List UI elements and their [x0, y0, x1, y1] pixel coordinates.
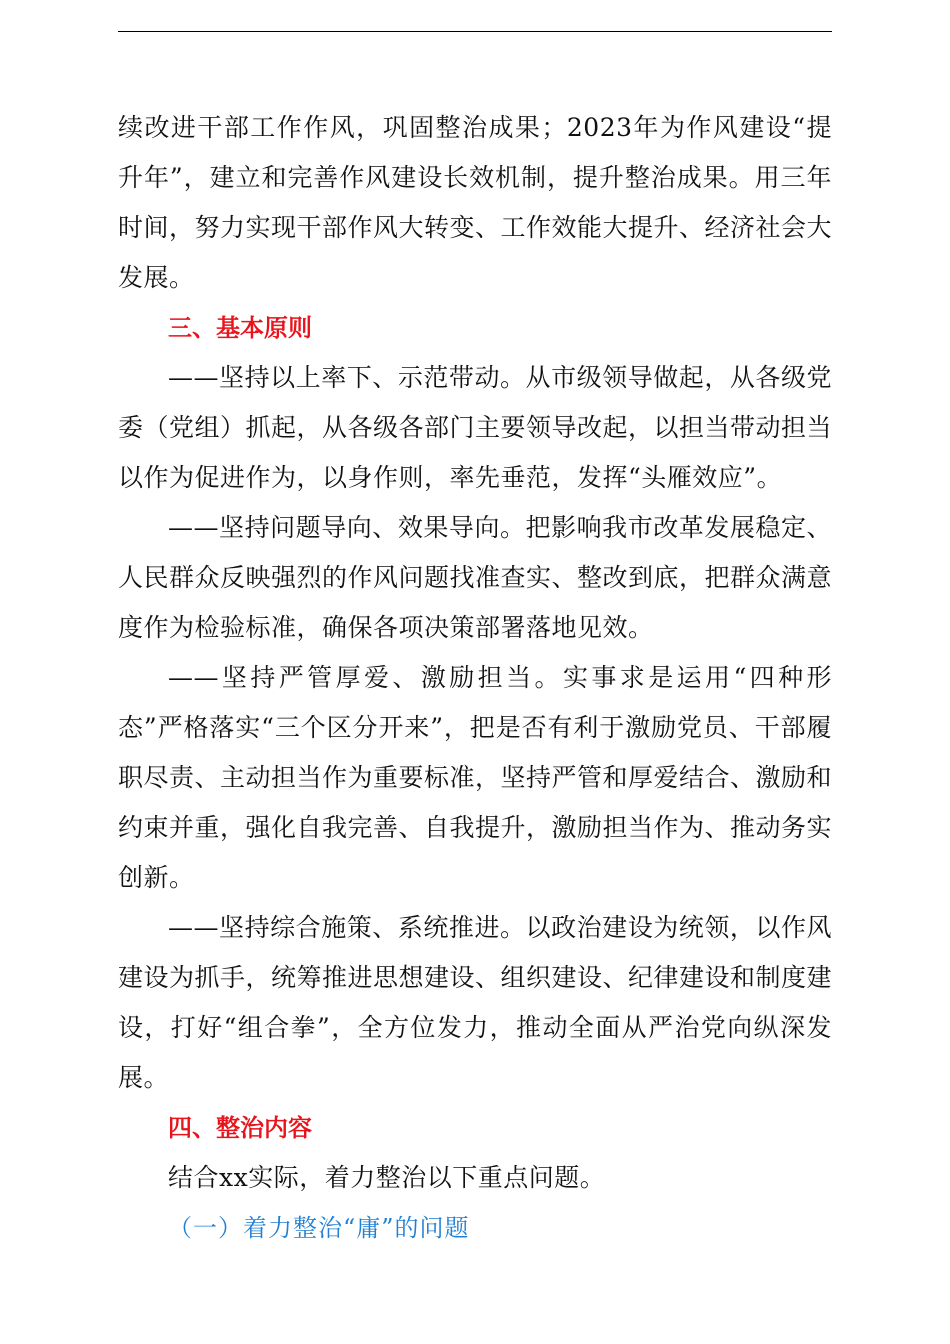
subsection-heading: （一）着力整治“庸”的问题: [168, 1214, 470, 1242]
principle-paragraph-2: ——坚持问题导向、效果导向。把影响我市改革发展稳定、人民群众反映强烈的作风问题找准查实、整改到底，把群众满意度作为检验标准，确保各项决策部署落地见效。: [118, 513, 833, 642]
principle-paragraph-3: ——坚持严管厚爱、激励担当。实事求是运用“四种形态”严格落实“三个区分开来”，把是否有利于激励党员、干部履职尽责、主动担当作为重要标准，坚持严管和厚爱结合、激励和约束并重，强化自我完善、自我提升，激励担当作为、推动务实创新。: [118, 663, 833, 892]
principle-paragraph-1: ——坚持以上率下、示范带动。从市级领导做起，从各级党委（党组）抓起，从各级各部门主要领导改起，以担当带动担当以作为促进作为，以身作则，率先垂范，发挥“头雁效应”。: [118, 363, 833, 492]
paragraph-continuation: 续改进干部工作作风，巩固整治成果；2023年为作风建设“提升年”，建立和完善作风建设长效机制，提升整治成果。用三年时间，努力实现干部作风大转变、工作效能大提升、经济社会大发展。: [118, 113, 833, 292]
header-rule: [118, 31, 832, 32]
document-page: [118, 103, 832, 1253]
content-intro-paragraph: 结合xx实际，着力整治以下重点问题。: [168, 1163, 606, 1192]
section-heading-content: 四、整治内容: [168, 1114, 312, 1142]
principle-paragraph-4: ——坚持综合施策、系统推进。以政治建设为统领，以作风建设为抓手，统筹推进思想建设、组织建设、纪律建设和制度建设，打好“组合拳”，全方位发力，推动全面从严治党向纵深发展。: [118, 913, 833, 1092]
section-heading-principles: 三、基本原则: [168, 314, 312, 342]
